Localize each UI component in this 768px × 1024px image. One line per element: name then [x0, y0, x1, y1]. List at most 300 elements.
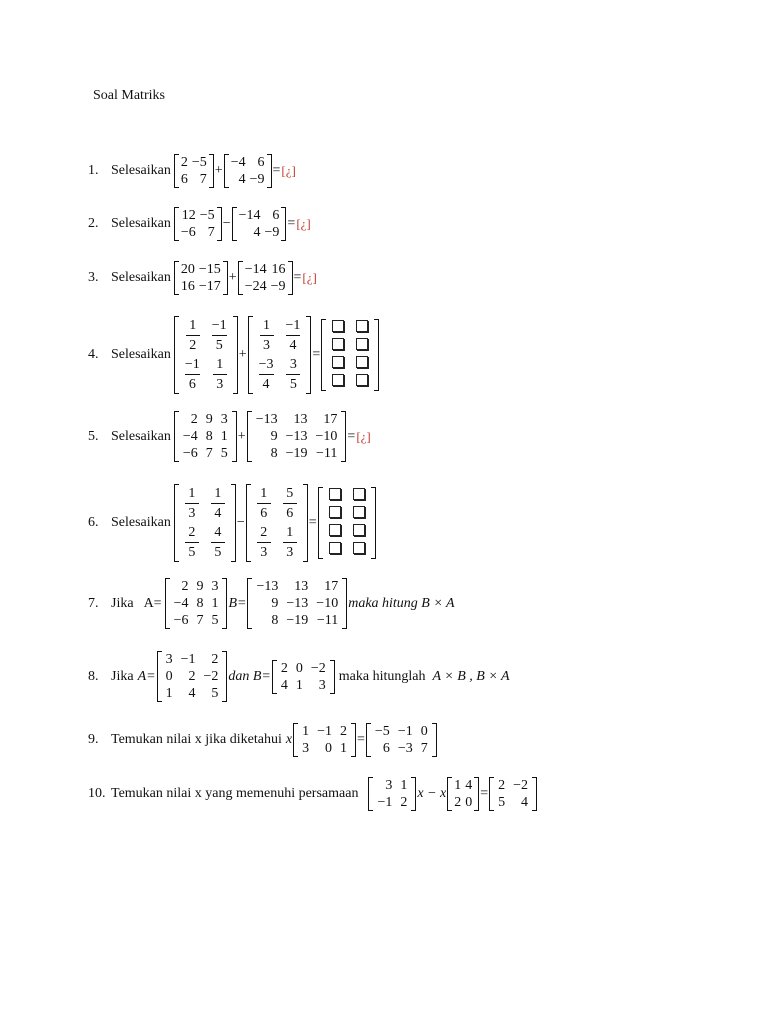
fraction [213, 356, 227, 393]
matrix [447, 777, 479, 811]
matrix-row [179, 316, 233, 355]
matrix-entry: 6 [272, 208, 280, 223]
matrix-entry: 2 [498, 778, 506, 793]
matrix-entry [323, 541, 347, 559]
matrix-entry: 7 [196, 613, 204, 628]
matrix-row [170, 595, 223, 612]
fraction-bar [259, 374, 274, 375]
fraction-bar [260, 335, 274, 336]
matrix-row [252, 445, 342, 462]
matrix-row [253, 355, 307, 394]
matrix-entry: 6 [180, 172, 188, 187]
matrix-entry: 1 [165, 686, 173, 701]
problem-text: Selesaikan [111, 428, 171, 444]
matrix-row [179, 171, 209, 188]
numerator: 1 [189, 318, 197, 333]
matrix-entry: 2 [188, 669, 196, 684]
placeholder-box-icon [329, 524, 341, 536]
matrix-entry [323, 505, 347, 523]
placeholder-box-icon [353, 542, 365, 554]
problem-number: 1. [88, 163, 99, 178]
matrix-row [179, 484, 231, 523]
numerator: 1 [216, 357, 224, 372]
matrix [238, 261, 293, 295]
fraction-bar [186, 335, 200, 336]
denominator: 3 [286, 545, 294, 560]
matrix-row [179, 154, 209, 171]
matrix-entry [350, 355, 374, 373]
matrix [174, 261, 228, 295]
matrix-entry: −2 [203, 669, 219, 684]
fraction-bar [286, 374, 300, 375]
problem-text: Selesaikan [111, 270, 171, 285]
fraction [257, 524, 271, 561]
numerator: 4 [214, 525, 222, 540]
fraction [259, 356, 274, 393]
numerator: −1 [184, 357, 200, 372]
operator: + [214, 163, 223, 178]
operator: + [238, 347, 247, 362]
matrix-entry: 1 [295, 677, 303, 693]
matrix-entry: 3 [318, 677, 326, 693]
matrix-entry [277, 523, 303, 562]
problem-text: Jika [111, 595, 134, 611]
matrix-entry [347, 487, 371, 505]
matrix-b [272, 660, 335, 694]
matrix-row [326, 337, 374, 355]
matrix-entry: 2 [400, 795, 408, 810]
matrix-entry [350, 319, 374, 337]
matrix-entry [251, 484, 277, 523]
matrix-entry: −19 [286, 613, 309, 628]
matrix-entry [326, 373, 350, 391]
matrix-row [298, 723, 351, 740]
matrix-row [179, 445, 232, 462]
matrix-entry: 3 [302, 741, 310, 756]
matrix-row [252, 595, 342, 612]
matrix-entry: 3 [211, 579, 219, 594]
numerator: 1 [260, 486, 268, 501]
matrix-row [179, 278, 223, 295]
fraction-matrix [246, 484, 308, 562]
matrix-entry [326, 355, 350, 373]
matrix-entry: 2 [454, 795, 462, 810]
matrix-entry: −4 [182, 429, 198, 444]
matrix-entry: 8 [271, 613, 279, 628]
problem-6 [88, 484, 376, 562]
problem-text: Selesaikan [111, 515, 171, 530]
matrix-row [179, 261, 223, 278]
matrix-entry: −1 [397, 724, 413, 739]
matrix-row [373, 794, 411, 811]
matrix-entry: −14 [238, 208, 261, 223]
placeholder-box-icon [356, 320, 368, 332]
matrix-entry [179, 355, 206, 394]
placeholder-box-icon [356, 356, 368, 368]
matrix [293, 723, 356, 757]
matrix-entry: 20 [180, 262, 195, 277]
matrix-entry [347, 523, 371, 541]
matrix-entry: −13 [285, 429, 308, 444]
fraction-bar [185, 503, 199, 504]
matrix-entry: −6 [180, 225, 196, 240]
problem-number: 8. [88, 668, 99, 684]
problem-number: 3. [88, 270, 99, 285]
denominator: 3 [260, 545, 268, 560]
equals-sign: = [357, 732, 365, 747]
matrix-row [371, 740, 432, 757]
problem-text: Temukan nilai x jika diketahui [111, 732, 282, 747]
matrix-entry [347, 541, 371, 559]
placeholder-box-icon [332, 374, 344, 386]
matrix-entry: −6 [182, 446, 198, 461]
problem-text: Temukan nilai x yang memenuhi persamaan [111, 786, 359, 801]
matrix-entry: 9 [270, 429, 278, 444]
matrix-entry: 4 [521, 795, 529, 810]
matrix [489, 777, 537, 811]
numerator: 1 [214, 486, 222, 501]
problem-4 [88, 316, 379, 394]
matrix-entry: −9 [249, 172, 265, 187]
matrix-row [371, 723, 432, 740]
problem-text: Selesaikan [111, 216, 171, 231]
page-title: Soal Matriks [93, 88, 165, 103]
fraction [185, 524, 199, 561]
matrix-entry: 7 [199, 172, 207, 187]
matrix-entry: 17 [324, 579, 339, 594]
matrix-entry: 13 [293, 412, 308, 427]
matrix-entry: 16 [271, 262, 286, 277]
fraction-bar [257, 542, 271, 543]
placeholder-box-icon [353, 488, 365, 500]
matrix-row [326, 319, 374, 337]
matrix-row [452, 777, 474, 794]
matrix-entry: 2 [180, 155, 188, 170]
fraction-matrix [248, 316, 312, 394]
matrix-entry [350, 337, 374, 355]
matrix-entry: 1 [454, 778, 462, 793]
equals-sign: = [287, 216, 296, 231]
fraction-bar [286, 335, 301, 336]
problem-number: 2. [88, 216, 99, 231]
matrix-entry: 7 [420, 741, 428, 756]
matrix-entry: 8 [205, 429, 213, 444]
operator: + [228, 270, 237, 285]
matrix-row [326, 355, 374, 373]
matrix-row [179, 224, 217, 241]
matrix-entry [205, 484, 231, 523]
matrix-entry [323, 523, 347, 541]
matrix-entry [347, 505, 371, 523]
fraction-bar [211, 542, 225, 543]
matrix [368, 777, 416, 811]
problem-3 [88, 261, 317, 295]
matrix [174, 207, 222, 241]
matrix-entry [179, 316, 206, 355]
matrix-entry [206, 316, 233, 355]
fraction [257, 485, 271, 522]
matrix-entry: −2 [310, 660, 326, 676]
matrix [232, 207, 287, 241]
problem-9 [88, 723, 437, 757]
matrix-entry: 5 [498, 795, 506, 810]
denominator: 2 [189, 338, 197, 353]
matrix-a-label: A= [137, 668, 156, 684]
matrix-entry [206, 355, 233, 394]
matrix-row [252, 578, 342, 595]
matrix-row [179, 428, 232, 445]
matrix-entry [277, 484, 303, 523]
matrix-entry: 5 [211, 613, 219, 628]
matrix-entry: 4 [280, 677, 288, 693]
matrix-entry: 4 [188, 686, 196, 701]
placeholder-box-icon [353, 524, 365, 536]
matrix-row [494, 794, 532, 811]
numerator: 5 [286, 486, 294, 501]
matrix-row [237, 207, 282, 224]
matrix-entry: −11 [316, 446, 338, 461]
matrix-entry [326, 337, 350, 355]
matrix-entry: 3 [165, 652, 173, 667]
matrix-entry: −1 [180, 652, 196, 667]
matrix-entry: 8 [270, 446, 278, 461]
matrix-row [243, 278, 288, 295]
answer-placeholder-matrix [321, 319, 379, 391]
answer-placeholder: [¿] [281, 163, 296, 178]
matrix-entry: −14 [244, 262, 267, 277]
numerator: −3 [258, 357, 274, 372]
denominator: 5 [188, 545, 196, 560]
matrix-entry: −10 [315, 429, 338, 444]
matrix-row [162, 685, 223, 702]
problem-number: 6. [88, 515, 99, 530]
placeholder-box-icon [356, 338, 368, 350]
matrix [174, 154, 214, 188]
fraction [286, 356, 300, 393]
matrix-entry [280, 355, 307, 394]
matrix-entry: 9 [196, 579, 204, 594]
answer-placeholder: [¿] [356, 428, 371, 444]
problem-1 [88, 154, 296, 188]
matrix-entry: 9 [271, 596, 279, 611]
matrix-entry [350, 373, 374, 391]
matrix-row [170, 578, 223, 595]
fraction [212, 317, 227, 354]
matrix-entry: 0 [165, 669, 173, 684]
matrix-entry: 4 [253, 225, 261, 240]
problem-suffix: maka hitunglah [338, 668, 426, 684]
fraction [260, 317, 274, 354]
matrix-entry: 2 [190, 412, 198, 427]
problem-number: 9. [88, 732, 99, 747]
operator: − [236, 515, 245, 530]
problem-number: 7. [88, 595, 99, 611]
problem-number: 5. [88, 428, 99, 444]
matrix-entry: 0 [325, 741, 332, 756]
denominator: 4 [289, 338, 297, 353]
matrix-entry [280, 316, 307, 355]
denominator: 3 [216, 377, 224, 392]
problem-number: 4. [88, 347, 99, 362]
matrix-row [452, 794, 474, 811]
matrix-row [179, 207, 217, 224]
matrix-row [252, 411, 342, 428]
placeholder-box-icon [329, 488, 341, 500]
matrix-entry: −9 [270, 279, 286, 294]
numerator: 2 [260, 525, 268, 540]
variable-x: x [285, 732, 293, 747]
matrix-entry: −1 [377, 795, 393, 810]
fraction-bar [185, 374, 200, 375]
matrix-a [157, 651, 228, 702]
matrix-entry: −19 [285, 446, 308, 461]
operator: + [237, 428, 246, 444]
matrix-entry: −11 [316, 613, 339, 628]
placeholder-box-icon [329, 542, 341, 554]
matrix-entry: 4 [238, 172, 246, 187]
matrix-entry: 6 [257, 155, 265, 170]
matrix-entry: −5 [191, 155, 207, 170]
matrix [247, 411, 347, 462]
matrix-row [323, 487, 371, 505]
matrix-entry: 8 [196, 596, 204, 611]
problem-number: 10. [88, 786, 106, 801]
matrix-entry: −15 [198, 262, 221, 277]
matrix-entry: −3 [397, 741, 413, 756]
matrix-row [243, 261, 288, 278]
denominator: 6 [260, 506, 268, 521]
matrix-entry: 16 [180, 279, 195, 294]
fraction [185, 356, 200, 393]
fraction-bar [212, 335, 227, 336]
denominator: 6 [286, 506, 294, 521]
matrix-entry: −4 [230, 155, 246, 170]
expression: x − x [417, 786, 447, 801]
matrix-entry: −17 [198, 279, 221, 294]
fraction-matrix [174, 316, 238, 394]
denominator: 4 [214, 506, 222, 521]
matrix-entry: −9 [264, 225, 280, 240]
denominator: 6 [188, 377, 196, 392]
answer-placeholder: [¿] [302, 270, 317, 285]
matrix-a [165, 578, 228, 629]
problem-text: Selesaikan [111, 163, 171, 178]
matrix-entry: 5 [211, 686, 219, 701]
matrix-row [237, 224, 282, 241]
numerator: 1 [263, 318, 270, 333]
matrix-entry: 2 [280, 660, 288, 676]
denominator: 5 [214, 545, 222, 560]
fraction [185, 485, 199, 522]
matrix-entry: 12 [181, 208, 196, 223]
denominator: 5 [289, 377, 297, 392]
placeholder-box-icon [332, 356, 344, 368]
matrix-row [494, 777, 532, 794]
matrix-entry: −6 [173, 613, 189, 628]
equals-sign: = [308, 515, 317, 530]
placeholder-box-icon [332, 320, 344, 332]
placeholder-box-icon [356, 374, 368, 386]
matrix-entry: −4 [173, 596, 189, 611]
numerator: −1 [285, 318, 301, 333]
fraction [211, 524, 225, 561]
matrix-entry: 17 [323, 412, 338, 427]
placeholder-box-icon [332, 338, 344, 350]
problem-7 [88, 578, 456, 629]
matrix-row [326, 373, 374, 391]
fraction [283, 485, 297, 522]
matrix-entry: 2 [211, 652, 219, 667]
matrix-entry: 7 [207, 225, 215, 240]
matrix-entry: 4 [465, 778, 473, 793]
matrix-row [252, 612, 342, 629]
matrix-b-label: dan B= [228, 668, 271, 684]
matrix-entry: 1 [220, 429, 228, 444]
matrix-entry: 3 [385, 778, 393, 793]
matrix [366, 723, 437, 757]
matrix-entry: −13 [255, 412, 278, 427]
matrix-row [179, 411, 232, 428]
matrix-row [253, 316, 307, 355]
fraction-matrix [174, 484, 236, 562]
matrix-entry: 1 [211, 596, 219, 611]
fraction-bar [257, 503, 271, 504]
matrix-entry: −24 [244, 279, 267, 294]
fraction-bar [213, 374, 227, 375]
matrix-row [179, 355, 233, 394]
numerator: −1 [211, 318, 227, 333]
denominator: 3 [263, 338, 270, 353]
matrix-entry [323, 487, 347, 505]
fraction [283, 524, 297, 561]
equals-sign: = [293, 270, 302, 285]
problem-text: Jika [111, 668, 134, 684]
fraction [186, 317, 200, 354]
matrix-entry: 2 [181, 579, 189, 594]
matrix-entry: 13 [294, 579, 309, 594]
matrix-entry: −5 [199, 208, 215, 223]
matrix-row [277, 677, 330, 694]
problem-suffix: maka hitung B × A [348, 595, 455, 611]
matrix [174, 411, 237, 462]
fraction-bar [283, 542, 297, 543]
matrix-entry [179, 523, 205, 562]
matrix-entry: 5 [220, 446, 228, 461]
matrix-entry [179, 484, 205, 523]
answer-placeholder-matrix [318, 487, 376, 559]
numerator: 1 [188, 486, 196, 501]
matrix [224, 154, 272, 188]
fraction [286, 317, 301, 354]
matrix-row [179, 523, 231, 562]
matrix-row [298, 740, 351, 757]
matrix-entry: 6 [382, 741, 390, 756]
matrix-entry: 1 [302, 724, 310, 739]
fraction-bar [185, 542, 199, 543]
matrix-entry: −13 [256, 579, 279, 594]
placeholder-box-icon [329, 506, 341, 518]
matrix-entry: −13 [286, 596, 309, 611]
denominator: 3 [188, 506, 196, 521]
matrix-entry: 0 [465, 795, 473, 810]
equals-sign: = [272, 163, 281, 178]
problem-5 [88, 411, 371, 462]
matrix-row [162, 651, 223, 668]
matrix-entry: 0 [295, 660, 303, 676]
numerator: 2 [188, 525, 196, 540]
matrix-entry: 1 [400, 778, 408, 793]
denominator: 5 [215, 338, 223, 353]
